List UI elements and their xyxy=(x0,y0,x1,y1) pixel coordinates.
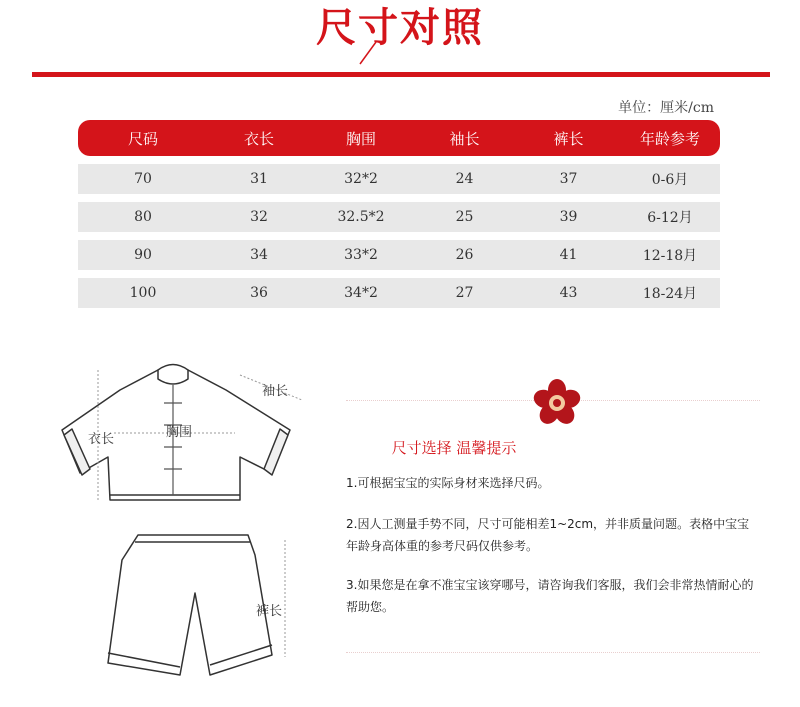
header-cell: 袖长 xyxy=(449,129,480,148)
table-cell: 26 xyxy=(455,247,474,263)
table-cell: 24 xyxy=(455,171,474,187)
tips-divider-bottom xyxy=(346,652,760,653)
table-cell: 33*2 xyxy=(344,247,378,263)
table-cell: 32*2 xyxy=(344,171,378,187)
shirt-length-label: 衣长 xyxy=(88,432,115,447)
sleeve-length-label: 袖长 xyxy=(262,384,289,399)
flower-icon xyxy=(530,378,584,428)
title-accent-stroke xyxy=(356,40,380,66)
tip-item: 3.如果您是在拿不准宝宝该穿哪号，请咨询我们客服，我们会非常热情耐心的帮助您。 xyxy=(346,578,754,614)
table-row xyxy=(78,164,720,194)
pants-outline-icon xyxy=(108,535,272,675)
table-cell: 6-12月 xyxy=(647,210,693,226)
table-cell: 27 xyxy=(455,285,474,301)
table-cell: 39 xyxy=(559,209,578,225)
page-title: 尺寸对照 xyxy=(316,4,484,51)
pants-length-label: 裤长 xyxy=(256,604,283,619)
table-cell: 18-24月 xyxy=(642,286,698,302)
tip-item: 2.因人工测量手势不同，尺寸可能相差1~2cm，并非质量问题。表格中宝宝年龄身高体重的参考尺码仅供参考。 xyxy=(346,517,750,553)
table-cell: 0-6月 xyxy=(651,172,689,188)
table-cell: 34*2 xyxy=(344,285,378,301)
header-cell: 胸围 xyxy=(345,129,376,148)
table-cell: 41 xyxy=(559,247,578,263)
table-cell: 80 xyxy=(134,209,152,225)
table-cell: 34 xyxy=(250,247,268,263)
table-row xyxy=(78,202,720,232)
table-cell: 32.5*2 xyxy=(337,209,385,225)
table-cell: 90 xyxy=(134,247,152,263)
size-table-header xyxy=(78,120,720,156)
table-row xyxy=(78,278,720,308)
header-cell: 裤长 xyxy=(553,129,584,148)
header-cell: 年龄参考 xyxy=(639,129,700,148)
table-cell: 70 xyxy=(134,171,152,187)
chest-label: 胸围 xyxy=(166,425,193,440)
table-cell: 100 xyxy=(129,285,157,301)
table-cell: 12-18月 xyxy=(642,248,698,264)
header-cell: 衣长 xyxy=(243,129,274,148)
table-row xyxy=(78,240,720,270)
title-divider xyxy=(32,72,770,77)
table-cell: 25 xyxy=(455,209,474,225)
table-cell: 43 xyxy=(559,285,578,301)
header-cell: 尺码 xyxy=(127,129,158,148)
tip-item: 1.可根据宝宝的实际身材来选择尺码。 xyxy=(346,476,550,490)
table-cell: 36 xyxy=(250,285,268,301)
unit-label: 单位：厘米/cm xyxy=(618,100,714,116)
measurement-diagram xyxy=(50,345,340,705)
size-table xyxy=(78,120,720,308)
table-cell: 32 xyxy=(250,209,268,225)
table-cell: 37 xyxy=(559,171,578,187)
tips-title: 尺寸选择 温馨提示 xyxy=(391,439,517,457)
table-cell: 31 xyxy=(250,171,268,187)
